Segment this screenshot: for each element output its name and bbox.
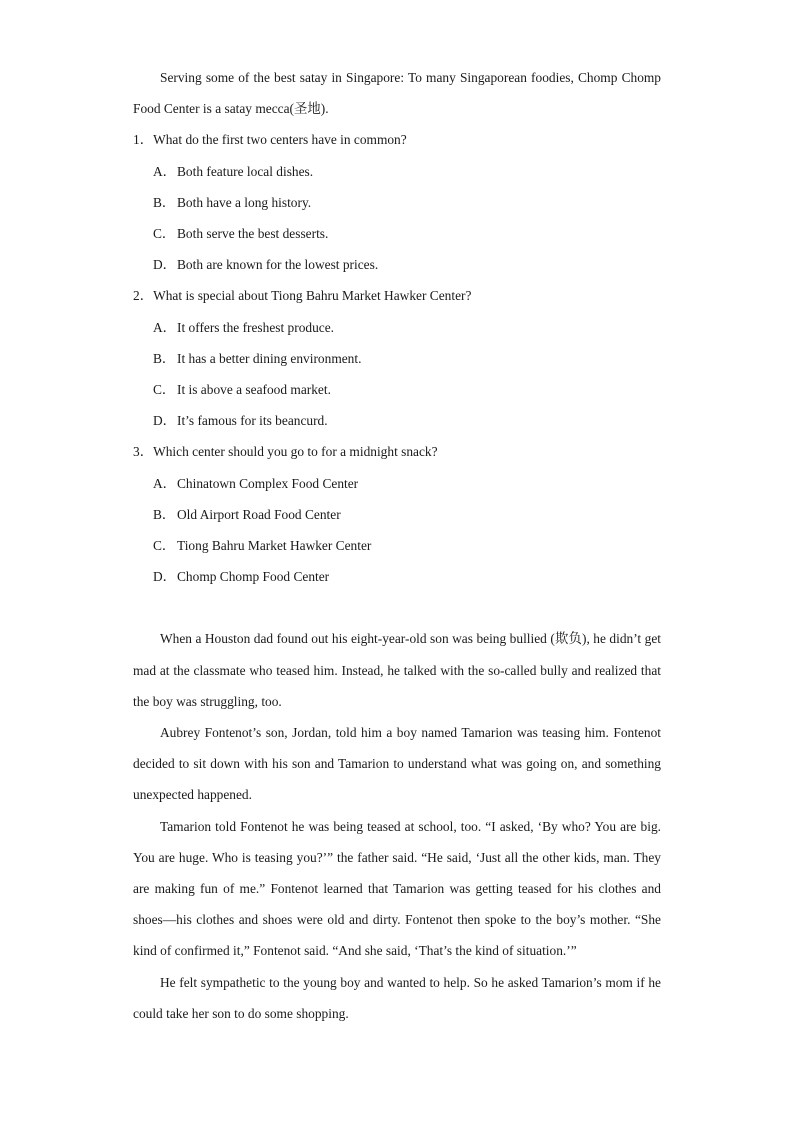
option-text: Both are known for the lowest prices.: [177, 257, 379, 273]
question-3: [133, 436, 661, 467]
section-gap: [133, 592, 661, 623]
option-1c: [133, 218, 661, 249]
question-text: Which center should you go to for a midnight snack?: [153, 444, 438, 460]
option-3a: [133, 468, 661, 499]
option-letter: B．: [153, 350, 176, 366]
question-1: [133, 124, 661, 155]
option-1d: [133, 249, 661, 280]
option-letter: B．: [153, 194, 176, 210]
option-3d: [133, 561, 661, 592]
passage-paragraph-1: When a Houston dad found out his eight-year-old son was being bullied (欺负), he didn’t get mad at the classmate who teased him. Instead, he talked with the so-called bully and realized that the boy was struggling, too.: [133, 631, 661, 709]
option-3c: [133, 530, 661, 561]
option-2a: [133, 312, 661, 343]
passage-paragraph-3: Tamarion told Fontenot he was being teased at school, too. “I asked, ‘By who? You are big. You are huge. Who is teasing you?’” the father said. “He said, ‘Just all the other kids, man. They are making fun of me.” Fontenot learned that Tamarion was getting teased for his clothes and shoes—his clothes and shoes were old and dirty. Fontenot then spoke to the boy’s mother. “She kind of confirmed it,” Fontenot said. “And she said, ‘That’s the kind of situation.’”: [133, 818, 661, 959]
option-letter: D．: [153, 257, 177, 273]
question-block-1: [133, 124, 661, 280]
option-1a: [133, 156, 661, 187]
option-letter: A．: [153, 475, 177, 491]
passage-paragraph-4: He felt sympathetic to the young boy and wanted to help. So he asked Tamarion’s mom if he could take her son to do some shopping.: [133, 974, 661, 1021]
option-text: Tiong Bahru Market Hawker Center: [177, 538, 372, 554]
option-text: It has a better dining environment.: [177, 350, 362, 366]
option-text: Both feature local dishes.: [177, 163, 314, 179]
option-letter: A．: [153, 319, 177, 335]
document-content: [133, 62, 661, 1029]
option-text: Chomp Chomp Food Center: [177, 569, 330, 585]
option-2c: [133, 374, 661, 405]
option-text: Both serve the best desserts.: [177, 226, 329, 242]
question-text: What is special about Tiong Bahru Market Hawker Center?: [153, 288, 472, 304]
option-3b: [133, 499, 661, 530]
question-2: [133, 280, 661, 311]
question-block-3: [133, 436, 661, 592]
option-text: It offers the freshest produce.: [177, 319, 335, 335]
question-number: 3．: [133, 444, 154, 460]
option-2b: [133, 343, 661, 374]
option-1b: [133, 187, 661, 218]
question-number: 2．: [133, 288, 154, 304]
option-text: It’s famous for its beancurd.: [177, 413, 328, 429]
passage-paragraph-2: Aubrey Fontenot’s son, Jordan, told him a boy named Tamarion was teasing him. Fontenot decided to sit down with his son and Tamarion to understand what was going on, and something unexpected happened.: [133, 725, 661, 803]
option-letter: B．: [153, 506, 176, 522]
option-2d: [133, 405, 661, 436]
option-letter: A．: [153, 163, 177, 179]
option-letter: C．: [153, 382, 176, 398]
option-text: It is above a seafood market.: [177, 382, 331, 398]
option-letter: C．: [153, 538, 176, 554]
option-letter: D．: [153, 413, 177, 429]
question-block-2: [133, 280, 661, 436]
option-text: Old Airport Road Food Center: [177, 506, 341, 522]
question-text: What do the first two centers have in common?: [153, 132, 407, 148]
option-letter: D．: [153, 569, 177, 585]
option-text: Chinatown Complex Food Center: [177, 475, 359, 491]
reading-passage: [133, 623, 661, 1029]
intro-paragraph: Serving some of the best satay in Singapore: To many Singaporean foodies, Chomp Chomp Food Center is a satay mecca(圣地).: [133, 70, 661, 117]
option-text: Both have a long history.: [177, 194, 312, 210]
question-number: 1．: [133, 132, 154, 148]
option-letter: C．: [153, 226, 176, 242]
